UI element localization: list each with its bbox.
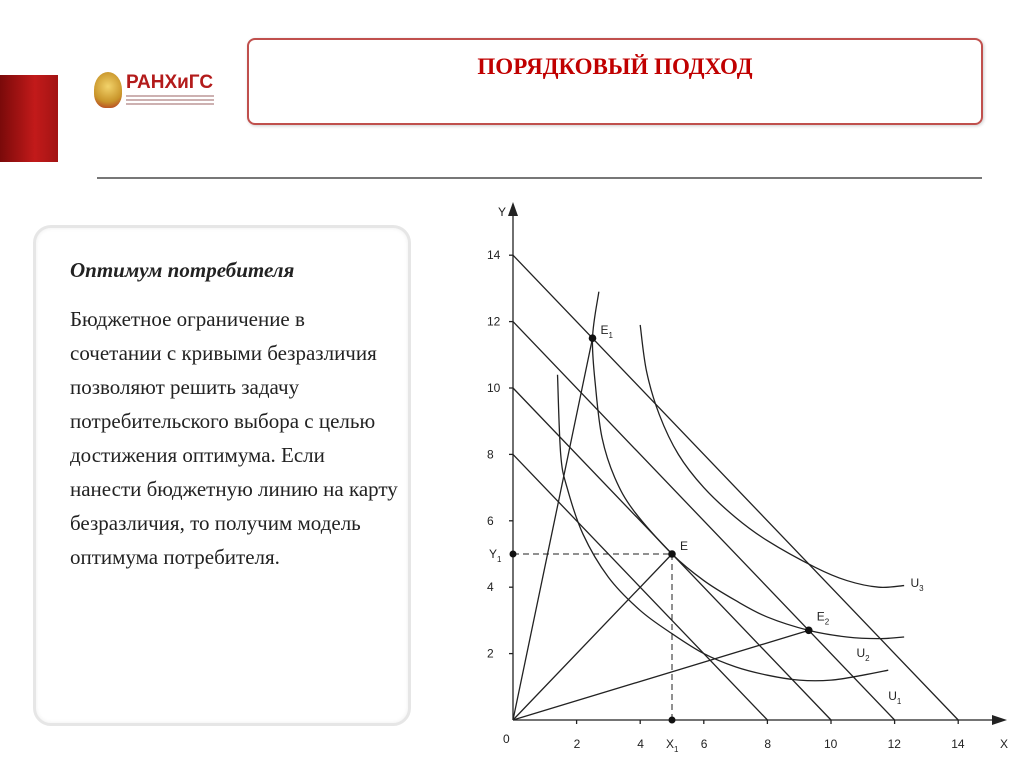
x-tick-label: 2 xyxy=(573,737,581,751)
y-tick-label: 6 xyxy=(487,513,494,528)
curve-label-u3: $U_3$ xyxy=(910,576,924,594)
y-axis-label: Y xyxy=(498,205,507,219)
x1-point xyxy=(669,717,676,724)
y-tick-label: 12 xyxy=(487,314,501,329)
text-card xyxy=(33,225,411,726)
equilibrium-point-e1 xyxy=(589,334,597,342)
x-tick-label: 14 xyxy=(951,737,965,751)
y1-label: $Y_1$ xyxy=(489,547,502,564)
consumer-optimum-diagram xyxy=(470,190,1024,767)
x-tick-label: 6 xyxy=(700,737,708,751)
x-axis-arrow-icon xyxy=(992,715,1007,725)
x-tick-label: 8 xyxy=(764,737,772,751)
x-tick-label: 12 xyxy=(887,737,901,751)
origin-label: 0 xyxy=(503,732,510,746)
x1-label: $X_1$ xyxy=(666,737,679,754)
ray-to-e xyxy=(513,554,672,720)
point-label-e2: $E_2$ xyxy=(816,609,830,627)
accent-bar xyxy=(0,75,58,162)
card-heading: Оптимум потребителя xyxy=(70,258,295,282)
curve-label-u1: $U_1$ xyxy=(888,689,902,707)
y-tick-label: 8 xyxy=(487,447,494,462)
x-axis-label: X xyxy=(1000,737,1009,751)
card-body: Бюджетное ограничение в сочетании с кривыми безразличия позволяют решить задачу потребительского выбора с целью достижения оптимума. Если нанести бюджетную линию на карту безразличия, то получим модель оптимума потребителя. xyxy=(70,307,398,569)
y-tick-label: 14 xyxy=(487,248,501,263)
point-label-e: E xyxy=(680,539,689,553)
logo-text: РАНХиГС xyxy=(126,72,214,93)
equilibrium-point-e xyxy=(668,550,676,558)
point-label-e1: $E_1$ xyxy=(600,323,613,341)
y1-point xyxy=(510,551,517,558)
slide-title: ПОРЯДКОВЫЙ ПОДХОД xyxy=(477,54,753,79)
title-box xyxy=(247,38,983,125)
y-tick-label: 4 xyxy=(487,580,494,595)
y-axis-arrow-icon xyxy=(508,202,518,216)
divider xyxy=(97,177,982,179)
logo-subtitle xyxy=(126,95,214,107)
x-tick-label: 10 xyxy=(824,737,838,751)
curve-label-u2: $U_2$ xyxy=(856,645,870,663)
emblem-icon xyxy=(94,72,122,108)
y-tick-label: 2 xyxy=(487,646,494,661)
equilibrium-point-e2 xyxy=(805,627,813,635)
y-tick-label: 10 xyxy=(487,381,501,395)
ranepa-logo xyxy=(94,70,219,112)
x-tick-label: 4 xyxy=(637,737,644,751)
